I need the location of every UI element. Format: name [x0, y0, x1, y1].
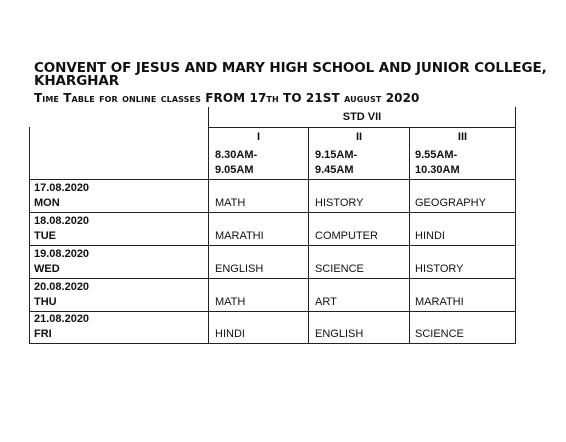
- row-3-period-3: HISTORY: [415, 263, 464, 275]
- rule-col-3: [409, 127, 410, 344]
- rule-row-2: [30, 245, 516, 246]
- row-3-day: WED: [34, 263, 60, 275]
- period-3-end: 10.30AM: [415, 164, 460, 176]
- row-5-period-1: HINDI: [215, 328, 245, 340]
- row-2-date: 18.08.2020: [34, 215, 90, 227]
- subtitle-part-3: TO 21ST: [278, 91, 345, 105]
- subtitle-ordinal: th: [266, 91, 279, 105]
- rule-row-4: [30, 311, 516, 312]
- row-5-day: FRI: [34, 328, 52, 340]
- subtitle-part-4: august 2020: [344, 91, 420, 105]
- row-2-day: TUE: [34, 230, 56, 242]
- title-line-2: KHARGHAR: [34, 73, 120, 89]
- row-1-period-3: GEOGRAPHY: [415, 197, 486, 209]
- subtitle-part-1: Time Table for online classes: [34, 91, 201, 105]
- row-2-period-3: HINDI: [415, 230, 445, 242]
- row-4-period-3: MARATHI: [415, 296, 464, 308]
- rule-header-bottom: [30, 179, 516, 180]
- subtitle-part-2: FROM 17: [200, 91, 267, 105]
- row-5-period-3: SCIENCE: [415, 328, 464, 340]
- row-4-day: THU: [34, 296, 57, 308]
- row-3-period-2: SCIENCE: [315, 263, 364, 275]
- period-1-start: 8.30AM-: [215, 149, 258, 161]
- row-3-period-1: ENGLISH: [215, 263, 264, 275]
- rule-row-3: [30, 278, 516, 279]
- row-1-period-2: HISTORY: [315, 197, 364, 209]
- rule-right: [515, 107, 516, 344]
- rule-col-2: [308, 127, 309, 344]
- row-1-day: MON: [34, 197, 60, 209]
- period-2-start: 9.15AM-: [315, 149, 358, 161]
- period-2-end: 9.45AM: [315, 164, 354, 176]
- row-2-period-1: MARATHI: [215, 230, 264, 242]
- document-title: [34, 62, 547, 88]
- rule-top: [208, 127, 516, 128]
- rule-left: [29, 127, 30, 344]
- rule-bottom: [30, 343, 516, 344]
- title-line-1: CONVENT OF JESUS AND MARY HIGH SCHOOL AND JUNIOR COLLEGE,: [34, 60, 547, 76]
- row-4-date: 20.08.2020: [34, 281, 90, 293]
- row-2-period-2: COMPUTER: [315, 230, 378, 242]
- rule-row-1: [30, 212, 516, 213]
- period-3-start: 9.55AM-: [415, 149, 458, 161]
- row-4-period-1: MATH: [215, 296, 246, 308]
- period-3-roman: III: [457, 131, 468, 143]
- row-3-date: 19.08.2020: [34, 248, 90, 260]
- document-subtitle: [34, 91, 420, 105]
- row-4-period-2: ART: [315, 296, 337, 308]
- period-1-roman: I: [256, 131, 261, 143]
- period-2-roman: II: [355, 131, 363, 143]
- row-5-date: 21.08.2020: [34, 313, 90, 325]
- row-5-period-2: ENGLISH: [315, 328, 364, 340]
- std-label: STD VII: [342, 111, 382, 123]
- row-1-period-1: MATH: [215, 197, 246, 209]
- period-1-end: 9.05AM: [215, 164, 254, 176]
- row-1-date: 17.08.2020: [34, 182, 90, 194]
